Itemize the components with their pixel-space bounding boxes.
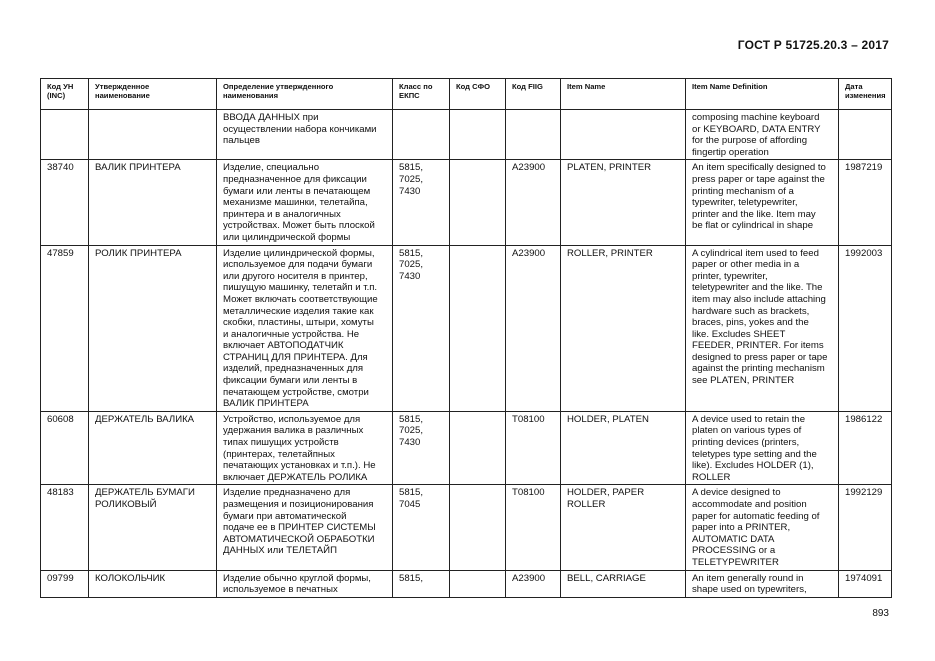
cell-inc (41, 110, 89, 160)
table-header-row (41, 79, 892, 110)
cell-item-name: HOLDER, PAPER ROLLER (561, 485, 686, 570)
cell-item-name (561, 110, 686, 160)
nomenclature-table (40, 78, 892, 598)
cell-date: 1974091 (839, 570, 892, 597)
cell-definition: Изделие цилиндрической формы, используемое для подачи бумаги или другого носителя в принтер, пишущую машинку, телетайп и т.п. Может включать соответствующие металлические изделия такие как скобки, пластины, штыри, хомуты и аналогичные устройства. Не включает АВТОПОДАТЧИК СТРАНИЦ ДЛЯ ПРИНТЕРА. Для изделий, предназначенных для фиксации бумаги или ленты в печатающем устройстве, смотри ВАЛИК ПРИНТЕРА (217, 245, 393, 411)
cell-fiig: A23900 (506, 245, 561, 411)
cell-class: 5815, 7025, 7430 (393, 160, 450, 245)
cell-fiig: T08100 (506, 485, 561, 570)
cell-item-definition: An item specifically designed to press paper or tape against the printing mechanism of a typewriter, teletypewriter, printer and the like. Item may be flat or cylindrical in shape (686, 160, 839, 245)
cell-approved-name: КОЛОКОЛЬЧИК (89, 570, 217, 597)
table-row (41, 245, 892, 411)
cell-inc: 38740 (41, 160, 89, 245)
cell-item-name: PLATEN, PRINTER (561, 160, 686, 245)
cell-sfo (450, 160, 506, 245)
cell-class: 5815, 7045 (393, 485, 450, 570)
cell-approved-name: ВАЛИК ПРИНТЕРА (89, 160, 217, 245)
header-definition: Определение утвержденного наименования (217, 79, 393, 110)
cell-fiig (506, 110, 561, 160)
cell-item-name: HOLDER, PLATEN (561, 411, 686, 485)
header-item-definition: Item Name Definition (686, 79, 839, 110)
cell-approved-name (89, 110, 217, 160)
cell-definition: Устройство, используемое для удержания валика в различных типах пишущих устройств (принтерах, телетайпных печатающих установках и т.п.). Не включает ДЕРЖАТЕЛЬ РОЛИКА (217, 411, 393, 485)
cell-date: 1987219 (839, 160, 892, 245)
cell-sfo (450, 411, 506, 485)
cell-date: 1986122 (839, 411, 892, 485)
header-item-name: Item Name (561, 79, 686, 110)
cell-fiig: A23900 (506, 570, 561, 597)
header-fiig: Код FIIG (506, 79, 561, 110)
cell-sfo (450, 570, 506, 597)
cell-inc: 60608 (41, 411, 89, 485)
cell-approved-name: ДЕРЖАТЕЛЬ ВАЛИКА (89, 411, 217, 485)
cell-sfo (450, 485, 506, 570)
cell-item-definition: composing machine keyboard or KEYBOARD, DATA ENTRY for the purpose of affording fingertip operation (686, 110, 839, 160)
cell-inc: 47859 (41, 245, 89, 411)
cell-sfo (450, 245, 506, 411)
cell-definition: Изделие обычно круглой формы, используемое в печатных (217, 570, 393, 597)
cell-class: 5815, 7025, 7430 (393, 245, 450, 411)
cell-definition: Изделие, специально предназначенное для фиксации бумаги или ленты в печатающем механизме машинки, телетайпа, принтера и в аналогичных устройствах. Может быть плоской или цилиндрической формы (217, 160, 393, 245)
cell-class: 5815, 7025, 7430 (393, 411, 450, 485)
cell-sfo (450, 110, 506, 160)
table-row (41, 160, 892, 245)
cell-date: 1992129 (839, 485, 892, 570)
cell-definition: ВВОДА ДАННЫХ при осуществлении набора кончиками пальцев (217, 110, 393, 160)
cell-fiig: T08100 (506, 411, 561, 485)
page-number: 893 (872, 608, 889, 619)
cell-approved-name: ДЕРЖАТЕЛЬ БУМАГИ РОЛИКОВЫЙ (89, 485, 217, 570)
header-class: Класс по ЕКПС (393, 79, 450, 110)
document-code: ГОСТ Р 51725.20.3 – 2017 (737, 38, 889, 52)
cell-item-name: ROLLER, PRINTER (561, 245, 686, 411)
cell-item-definition: An item generally round in shape used on typewriters, (686, 570, 839, 597)
cell-inc: 48183 (41, 485, 89, 570)
cell-inc: 09799 (41, 570, 89, 597)
table-row (41, 570, 892, 597)
header-approved-name: Утвержденное наименование (89, 79, 217, 110)
header-date: Дата изменения (839, 79, 892, 110)
cell-date (839, 110, 892, 160)
table-row (41, 411, 892, 485)
header-inc: Код УН (INC) (41, 79, 89, 110)
cell-class (393, 110, 450, 160)
cell-definition: Изделие предназначено для размещения и позиционирования бумаги при автоматической подаче ее в ПРИНТЕР СИСТЕМЫ АВТОМАТИЧЕСКОЙ ОБРАБОТКИ ДАННЫХ или ТЕЛЕТАЙП (217, 485, 393, 570)
cell-item-definition: A cylindrical item used to feed paper or other media in a printer, typewriter, teletypewriter and the like. The item may also include attaching hardware such as brackets, braces, pins, yokes and the like. Excludes SHEET FEEDER, PRINTER. For items designed to press paper or tape against the printing mechanism see PLATEN, PRINTER (686, 245, 839, 411)
table-row (41, 110, 892, 160)
table-row (41, 485, 892, 570)
cell-date: 1992003 (839, 245, 892, 411)
header-sfo: Код СФО (450, 79, 506, 110)
cell-item-name: BELL, CARRIAGE (561, 570, 686, 597)
cell-item-definition: A device designed to accommodate and position paper for automatic feeding of paper into a PRINTER, AUTOMATIC DATA PROCESSING or a TELETYPEWRITER (686, 485, 839, 570)
cell-class: 5815, (393, 570, 450, 597)
cell-approved-name: РОЛИК ПРИНТЕРА (89, 245, 217, 411)
cell-fiig: A23900 (506, 160, 561, 245)
cell-item-definition: A device used to retain the platen on various types of printing devices (printers, teletypes type setting and the like). Excludes HOLDER (1), ROLLER (686, 411, 839, 485)
